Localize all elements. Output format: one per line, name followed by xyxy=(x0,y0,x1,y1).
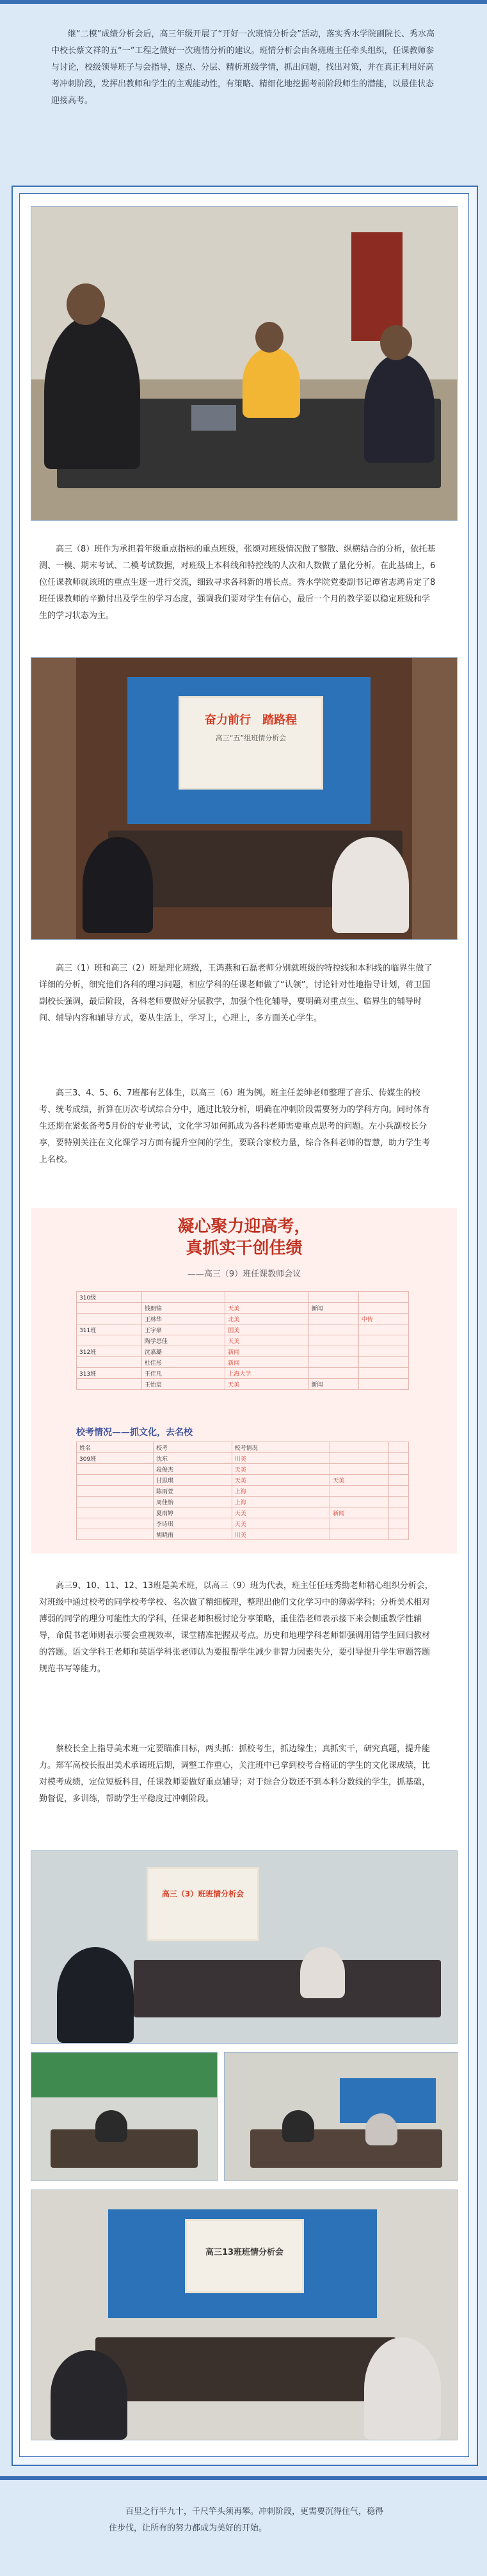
table-row: 王怡宸 天美 新闻 xyxy=(77,1379,409,1390)
content-panel-inner xyxy=(19,193,469,2457)
slide-subtitle: ——高三（9）班任课教师会议 xyxy=(187,1269,301,1279)
slide-table-1 xyxy=(76,1291,409,1390)
screen-title: 高三13班班情分析会 xyxy=(205,2248,284,2257)
table-row: 甘思琪 天美 天美 xyxy=(77,1475,409,1486)
closing-paragraph: 百里之行半九十，千尺竿头须再攀。冲刺阶段，更需要沉得住气，稳得住步伐，让所有的努力都成为美好的开始。 xyxy=(109,2507,384,2533)
screen-title: 奋力前行 踏路程 xyxy=(205,713,297,727)
table-row: 段俊杰 天美 xyxy=(77,1464,409,1475)
table-row: 313班 王佳凡 上海大学 xyxy=(77,1368,409,1379)
table-row: 陶学思佳 天美 xyxy=(77,1335,409,1346)
table-row: 陈雨萱 上海 xyxy=(77,1486,409,1497)
table-row: 周佳怡 上海 xyxy=(77,1497,409,1507)
table-row: 310级 xyxy=(77,1292,409,1303)
intro-paragraph: 继“二模”成绩分析会后，高三年级开展了“开好一次班情分析会”活动，落实秀水学院副院长、秀水高中校长蔡文祥的五“一”工程之做好一次班情分析的建议。班情分析会由各班班主任牵头组织，任课教师参与讨论，校级领导班子与会指导，逐点、分层、精析班级学情，抓出问题，找出对策，并在真正利用好高考冲刺阶段，发挥出教师和学生的主观能动性，有策略、精细化地挖掘考前阶段师生的潜能，以最佳状态迎接高考。 xyxy=(51,29,435,106)
slide-section-title: 校考情况——抓文化，去名校 xyxy=(76,1427,193,1438)
slide-table-2 xyxy=(76,1442,409,1540)
table-row: 钱朗锦 天美 新闻 xyxy=(77,1303,409,1314)
table-row: 311班 王宇豪 国美 xyxy=(77,1324,409,1335)
paragraph-1: 高三（8）班作为承担着年级重点指标的重点班级，张颂对班级情况做了整散、纵横结合的分析，依托基测、一模、期末考试、二模考试数据，对班级上本科线和特控线的人次和人数做了量化分析。在此基础上，6位任课教师就该班的重点生逐一进行交流，细致寻求各科新的增长点。秀水学院党委副书记谭省志鸿肯定了8班任课教师的辛勤付出及学生的学习态度，强调我们要对学生有信心，最后一个月的教学要以稳定班级和学生的学习状态为主。 xyxy=(39,545,436,621)
bottom-band xyxy=(0,2476,487,2480)
table-row: 姓名 校考 校考情况 xyxy=(77,1442,409,1453)
screen-title: 高三（3）班班情分析会 xyxy=(161,1889,244,1898)
meeting-photo-4-right xyxy=(225,2053,457,2181)
meeting-photo-2 xyxy=(31,658,457,939)
meeting-photo-5 xyxy=(31,2190,457,2440)
slide-title-line2: 真抓实干创佳绩 xyxy=(186,1239,303,1258)
meeting-photo-1 xyxy=(31,207,457,520)
table-row: 李诗琪 天美 xyxy=(77,1518,409,1529)
table-row: 309班 沈东 川美 xyxy=(77,1453,409,1464)
table-row: 胡晓雨 川美 xyxy=(77,1529,409,1540)
table-row: 312班 沈嘉璐 新闻 xyxy=(77,1346,409,1357)
meeting-photo-3 xyxy=(31,1851,457,2043)
content-panel xyxy=(12,186,478,2466)
meeting-slide-image xyxy=(31,1208,457,1554)
paragraph-5: 蔡校长全上指导美术班一定要瞄准目标，两头抓：抓校考生，抓边缘生；真抓实干，研究真题，提升能力。郑军高校长报出美术承诺班后期，调整工作重心，关注班中已拿到校考合格证的学生的文化课成绩，比对模考成绩，定位短板科目，任课教师要做好重点辅导；对于综合分数还不到本科分数线的学生，抓基础，勤督促，多训练，帮助学生平稳度过冲刺阶段。 xyxy=(39,1744,431,1804)
table-row: 杜佳彤 新闻 xyxy=(77,1357,409,1368)
paragraph-3: 高三3、4、5、6、7班都有艺体生，以高三（6）班为例。班主任姜绅老师整理了音乐、传媒生的校考、统考成绩，折算在历次考试综合分中，通过比较分析，明确在冲刺阶段需要努力的学科方向。同时体育生还期在紧张备考5月份的专业考试，文化学习如何抓成为各科老师需要重点思考的问题。左小兵副校长分享，要特别关注在文化课学习方面有提升空间的学生，要联合家校力量，综合各科老师的智慧，助力学生考上名校。 xyxy=(39,1088,431,1165)
table-row: 夏雨婷 天美 新闻 xyxy=(77,1507,409,1518)
paragraph-2: 高三（1）班和高三（2）班是理化班级，王鸿燕和石磊老师分别就班级的特控线和本科线的临界生做了详细的分析，细究他们各科的理习问题，相应学科的任课老师做了“认领”，讨论针对性地指导计划，蒋卫国副校长强调，最后阶段，各科老师要做好分层教学，加强个性化辅导，要明确对重点生、临界生的辅导时间、辅导内容和辅导方式，要从生活上，学习上，心理上，多方面关心学生。 xyxy=(39,964,433,1023)
screen-subtitle: 高三“五”组班情分析会 xyxy=(215,734,287,742)
meeting-photo-4-left xyxy=(31,2053,217,2181)
paragraph-4: 高三9、10、11、12、13班是美术班，以高三（9）班为代表，班主任任珏秀勤老师精心组织分析会，对班级中通过校考的同学校考学校、名次做了精细梳理，整理出他们文化学习中的薄弱学科；分析美术相对薄弱的同学的理分可能性大的学科，任课老师积极讨论分享策略，重佳浩老师表示接下来会侧重教学性辅导，命侃书老师则表示要会重视效率，课堂精准把握双考点。历史和地理学科老师都强调用错学生回归教材的答题。语文学科王老师和英语学科张老师认为要报帮学生减少非智力因素失分，要引导提升学生审题答题规范书写等能力。 xyxy=(39,1581,433,1674)
slide-title-line1: 凝心聚力迎高考， xyxy=(177,1217,311,1236)
top-band xyxy=(0,0,487,4)
table-row: 王林华 北美 中传 xyxy=(77,1314,409,1324)
